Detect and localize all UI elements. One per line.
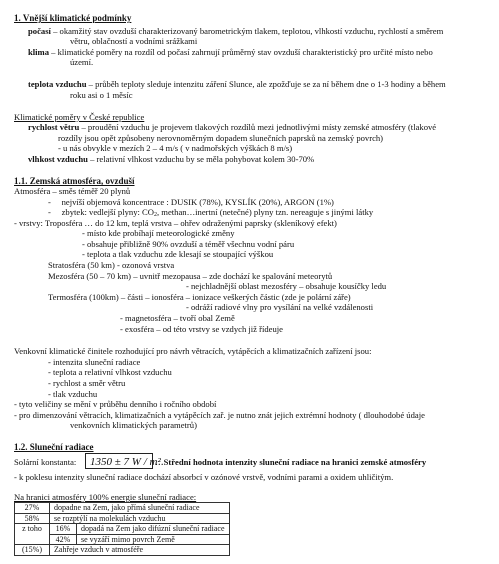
exosphere-line: - exosféra – od této vrstvy se vzdych již řídeuje <box>120 324 283 334</box>
layers-line: - vrstvy: Troposféra … do 12 km, teplá vrstva – ohřev odraženými paprsky (skleníkový efekt) <box>14 218 337 228</box>
bullet: - <box>48 197 62 207</box>
mesosphere-line: Mezosféra (50 – 70 km) – uvnitř mezopausa – zde dochází ke spalování meteorytů <box>48 271 333 281</box>
table-cell: (15%) <box>15 545 50 556</box>
term-vitr: rychlost větru <box>28 122 80 132</box>
section-heading-1: 1. Vnější klimatické podmínky <box>14 13 132 23</box>
stratosphere-line: Stratosféra (50 km) - ozonová vrstva <box>48 260 175 270</box>
table-cell: se vyzáří mimo povrch Země <box>77 534 230 545</box>
cr-heading: Klimatické poměry v České republice <box>14 112 145 122</box>
vlhkost-line-1: – relativní vlhkost vzduchu by se měla pohybovat kolem 30-70% <box>90 154 315 164</box>
definition-vitr <box>28 122 436 132</box>
definition-teplota <box>28 79 446 89</box>
mesosphere-note: - nejchladnější oblast mezosféry – obsahuje kousíčky ledu <box>186 281 387 291</box>
table-row <box>15 503 230 514</box>
variation-note: - tyto veličiny se mění v průběhu denního i ročního období <box>14 399 217 409</box>
troposphere-note-1: - místo kde probíhají meteorologické změny <box>82 228 235 238</box>
section-heading-1-1: 1.1. Zemská atmosféra, ovzduší <box>14 176 135 186</box>
term-teplota: teplota vzduchu <box>28 79 87 89</box>
troposphere-note-3: - teplota a tlak vzduchu zde klesají se stoupající výškou <box>82 249 274 259</box>
table-row <box>15 513 230 524</box>
vitr-line-1: – proudění vzduchu je projevem tlakových rozdílů mezi jednotlivými místy zemské atmosféry (tlakové <box>81 122 437 132</box>
table-cell: Zahřeje vzduch v atmosféře <box>50 545 230 556</box>
climate-factor-4: - tlak vzduchu <box>48 389 98 399</box>
solar-constant-label: Solární konstanta: <box>14 457 77 467</box>
other-gases-a: zbytek: vedlejší plyny: CO <box>61 207 154 217</box>
solar-constant-formula: 1350 ± 7 W / m² <box>85 453 153 469</box>
bullet: - <box>48 207 62 217</box>
radiation-table <box>14 502 230 556</box>
vitr-line-2: rozdíly jsou opět způsobeny nerovnoměrným dopadem slunečních paprsků na zemský povrch) <box>58 133 384 143</box>
section-heading-1-2: 1.2. Sluneční radiace <box>14 442 94 452</box>
pocasi-line-1: – okamžitý stav ovzduší charakterizovaný barometrickým tlakem, teplotou, vlhkostí vzduchu, rychlostí a směrem <box>53 26 444 36</box>
gas-concentration-line <box>48 197 334 207</box>
climate-factors-intro: Venkovní klimatické činitele rozhodující pro návrh větracích, vytápěcích a klimatizačních zařízení jsou: <box>14 346 372 356</box>
climate-factor-2: - teplota a relativní vlhkost vzduchu <box>48 367 172 377</box>
magnetosphere-line: - magnetosféra – tvoří obal Země <box>120 313 235 323</box>
term-vlhkost: vlhkost vzduchu <box>28 154 88 164</box>
co2-subscript: 2 <box>153 212 157 218</box>
other-gases-b: , methan…inertní (netečné) plyny tzn. nereaguje s jinými látky <box>156 207 374 217</box>
table-row <box>15 524 230 535</box>
term-klima: klima <box>28 47 50 57</box>
table-cell: 16% <box>50 524 77 535</box>
design-note-2: venkovních klimatických parametrů) <box>70 420 197 430</box>
table-cell: 42% <box>50 534 77 545</box>
thermosphere-note: - odráží radiové vlny pro vysílání na velké vzdálenosti <box>186 302 374 312</box>
radiation-table-title: Na hranici atmosféry 100% energie sluneční radiace: <box>14 492 197 502</box>
term-pocasi: počasí <box>28 26 51 36</box>
table-cell: z toho <box>15 524 50 545</box>
thermosphere-line: Termosféra (100km) – části – ionosféra – ionizace veškerých částic (zde je polární záře) <box>48 292 351 302</box>
table-cell: 27% <box>15 503 50 514</box>
teplota-line-1: – průběh teploty sleduje intenzitu záření Slunce, ale zpožďuje se za ní během dne o 1-3 hodiny a během <box>88 79 446 89</box>
definition-pocasi <box>28 26 443 36</box>
climate-factor-3: - rychlost a směr větru <box>48 378 126 388</box>
climate-factor-1: - intenzita sluneční radiace <box>48 357 141 367</box>
design-note-1: - pro dimenzování větracích, klimatizačních a vytápěcích zař. je nutno znát jejich extrémní hodnoty ( dlouhodobé údaje <box>14 410 425 420</box>
atmosphere-line: Atmosféra – směs téměř 20 plynů <box>14 186 131 196</box>
table-row <box>15 545 230 556</box>
teplota-line-2: roku asi o 1 měsíc <box>70 90 133 100</box>
pocasi-line-2: větru, oblačností a vodními srážkami <box>70 36 198 46</box>
absorption-note: - k poklesu intenzity sluneční radiace dochází absorbcí v ozónové vrstvě, vodními parami a oxidem uhličitým. <box>14 472 394 482</box>
klima-line-1: – klimatické poměry na rozdíl od počasí zahrnují průměrný stav ovzduší charakteristický pro určité místo nebo <box>51 47 433 57</box>
table-cell: se rozptýlí na molekulách vzduchu <box>50 513 230 524</box>
table-cell: dopadá na Zem jako difúzní sluneční radiace <box>77 524 230 535</box>
troposphere-note-2: - obsahuje přibližně 90% ovzduší a téměř všechnu vodní páru <box>82 239 295 249</box>
gas-concentration-text: nejvíší objemová koncentrace : DUSIK (78%), KYSLÍK (20%), ARGON (1%) <box>61 197 334 207</box>
klima-line-2: území. <box>70 57 94 67</box>
table-cell: 58% <box>15 513 50 524</box>
table-cell: dopadne na Zem, jako přímá sluneční radiace <box>50 503 230 514</box>
solar-constant-description: …Střední hodnota intenzity sluneční radiace na hranici zemské atmosféry <box>155 457 427 467</box>
definition-vlhkost <box>28 154 314 164</box>
vitr-line-3: - u nás obvykle v mezích 2 – 4 m/s ( v nadmořských výškách 8 m/s) <box>58 143 293 153</box>
definition-klima <box>28 47 433 57</box>
